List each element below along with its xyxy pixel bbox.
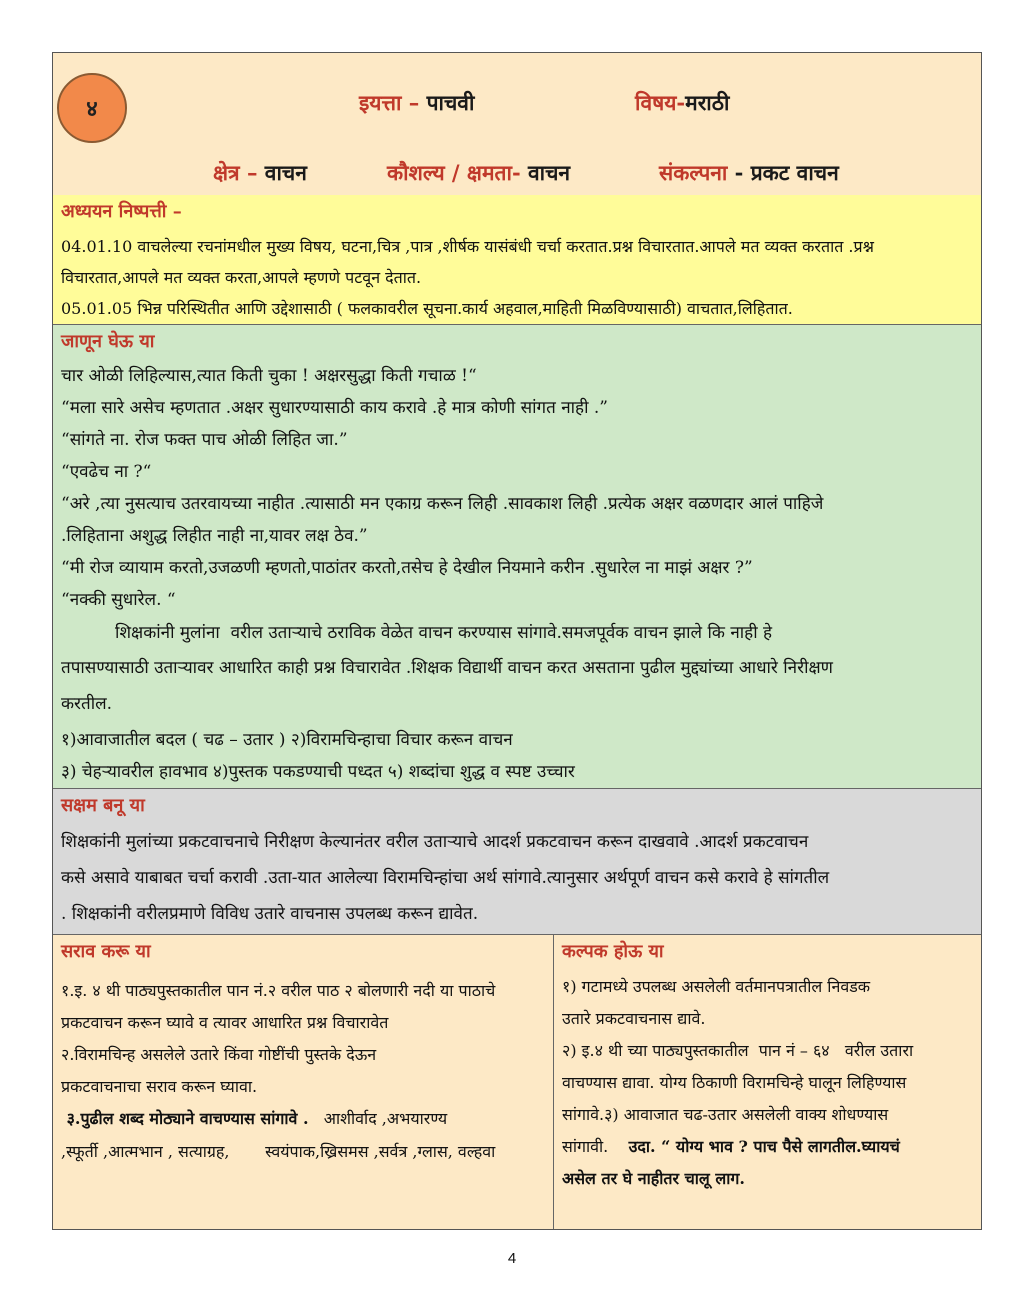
subject-label: विषय- <box>635 90 686 115</box>
capable-line: शिक्षकांनी मुलांच्या प्रकटवाचनाचे निरीक्षण केल्यानंतर वरील उताऱ्याचे आदर्श प्रकटवाचन करून दाखवावे .आदर्श प्रकटवाचन <box>61 832 809 852</box>
page-number: 4 <box>507 1250 517 1267</box>
imagine-example-bold-line: असेल तर घे नाहीतर चालू लाग. <box>562 1169 745 1188</box>
imagine-column <box>554 935 981 1229</box>
know-section <box>53 325 981 789</box>
area-heading <box>213 159 307 187</box>
practice-line: प्रकटवाचन करून घ्यावे व त्यावर आधारित प्रश्न विचारावेत <box>61 1013 389 1032</box>
outcome-line: विचारतात,आपले मत व्यक्त करता,आपले म्हणणे पटवून देतात. <box>61 268 422 287</box>
practice-line: २.विरामचिन्ह असलेले उतारे किंवा गोष्टींची पुस्तके देऊन <box>61 1045 377 1064</box>
grade-heading <box>359 89 474 117</box>
worksheet-header <box>53 53 981 196</box>
know-line: ३) चेहऱ्यावरील हावभाव ४)पुस्तक पकडण्याची पध्दत ५) शब्दांचा शुद्ध व स्पष्ट उच्चार <box>61 762 575 782</box>
capable-section <box>53 789 981 935</box>
grade-label: इयत्ता – <box>359 90 420 115</box>
know-line: “मला सारे असेच म्हणतात .अक्षर सुधारण्यासाठी काय करावे .हे मात्र कोणी सांगत नाही .” <box>61 398 608 418</box>
concept-heading <box>659 159 839 187</box>
practice-column <box>53 935 553 1229</box>
outcome-line: 04.01.10 वाचलेल्या रचनांमधील मुख्य विषय, घटना,चित्र ,पात्र ,शीर्षक यासंबंधी चर्चा करतात.प्रश्न विचारतात.आपले मत व्यक्त करतात .प्रश्न <box>61 237 874 256</box>
imagine-line: १) गटामध्ये उपलब्ध असलेली वर्तमानपत्रातील निवडक <box>562 977 871 996</box>
know-line: “मी रोज व्यायाम करतो,उजळणी म्हणतो,पाठांतर करतो,तसेच हे देखील नियमाने करीन .सुधारेल ना माझं अक्षर ?” <box>61 558 753 578</box>
subject-value: मराठी <box>685 90 730 115</box>
imagine-line: सांगावे.३) आवाजात चढ-उतार असलेली वाक्य शोधण्यास <box>562 1105 889 1124</box>
capable-line: कसे असावे याबाबत चर्चा करावी .उता-यात आलेल्या विरामचिन्हांचा अर्थ सांगावे.त्यानुसार अर्थपूर्ण वाचन कसे करावे हे सांगतील <box>61 868 830 888</box>
lesson-number-badge: ४ <box>57 73 127 143</box>
concept-label: संकल्पना <box>659 160 728 185</box>
learning-outcomes-title: अध्ययन निष्पत्ती – <box>61 201 182 222</box>
know-line: तपासण्यासाठी उताऱ्यावर आधारित काही प्रश्न विचारावेत .शिक्षक विद्यार्थी वाचन करत असताना पुढील मुद्द्यांच्या आधारे निरीक्षण <box>61 658 833 678</box>
know-line: शिक्षकांनी मुलांना वरील उताऱ्याचे ठराविक वेळेत वाचन करण्यास सांगावे.समजपूर्वक वाचन झाले कि नाही हे <box>61 623 773 643</box>
practice-line <box>61 1107 447 1129</box>
practice-line: ,स्फूर्ती ,आत्मभान , सत्याग्रह, स्वयंपाक,ख्रिसमस ,सर्वत्र ,ग्लास, वल्हवा <box>61 1142 496 1161</box>
outcome-line: 05.01.05 भिन्न परिस्थितीत आणि उद्देशासाठी ( फलकावरील सूचना.कार्य अहवाल,माहिती मिळविण्यासाठी) वाचतात,लिहितात. <box>61 299 793 318</box>
know-line: करतील. <box>61 694 113 714</box>
know-line: “एवढेच ना ?“ <box>61 462 152 482</box>
subject-heading <box>635 89 729 117</box>
imagine-title: कल्पक होऊ या <box>562 941 664 962</box>
know-line: चार ओळी लिहिल्यास,त्यात किती चुका ! अक्षरसुद्धा किती गचाळ !“ <box>61 366 477 386</box>
area-value: वाचन <box>264 160 307 185</box>
practice-title: सराव करू या <box>61 941 151 962</box>
skill-value: वाचन <box>527 160 571 185</box>
learning-outcomes-section <box>53 195 981 325</box>
practice-line: १.इ. ४ थी पाठ्यपुस्तकातील पान नं.२ वरील पाठ २ बोलणारी नदी या पाठाचे <box>61 981 496 1000</box>
concept-value: - प्रकट वाचन <box>734 160 839 185</box>
know-line: “सांगते ना. रोज फक्त पाच ओळी लिहित जा.” <box>61 430 348 450</box>
skill-heading <box>387 159 570 187</box>
know-line: “नक्की सुधारेल. “ <box>61 590 176 610</box>
capable-title: सक्षम बनू या <box>61 795 145 816</box>
imagine-line: वाचण्यास द्यावा. योग्य ठिकाणी विरामचिन्हे घालून लिहिण्यास <box>562 1073 907 1092</box>
activities-section <box>53 935 981 1229</box>
practice-instruction-bold: ३.पुढील शब्द मोठ्याने वाचण्यास सांगावे . <box>61 1109 309 1128</box>
know-line: .लिहिताना अशुद्ध लिहीत नाही ना,यावर लक्ष ठेव.” <box>61 526 368 546</box>
imagine-line: उतारे प्रकटवाचनास द्यावे. <box>562 1009 706 1028</box>
imagine-line <box>562 1135 900 1157</box>
imagine-example-bold: उदा. “ योग्य भाव ? पाच पैसे लागतील.घ्यायचं <box>628 1137 900 1156</box>
capable-line: . शिक्षकांनी वरीलप्रमाणे विविध उतारे वाचनास उपलब्ध करून द्यावेत. <box>61 904 479 924</box>
know-line: १)आवाजातील बदल ( चढ – उतार ) २)विरामचिन्हाचा विचार करून वाचन <box>61 730 513 750</box>
practice-line: प्रकटवाचनाचा सराव करून घ्यावा. <box>61 1077 258 1096</box>
worksheet-frame <box>52 52 982 1230</box>
area-label: क्षेत्र – <box>213 160 258 185</box>
grade-value: पाचवी <box>426 90 475 115</box>
skill-label: कौशल्य / क्षमता- <box>387 160 521 185</box>
imagine-line: २) इ.४ थी च्या पाठ्यपुस्तकातील पान नं – ६४ वरील उतारा <box>562 1041 914 1060</box>
know-title: जाणून घेऊ या <box>61 331 155 352</box>
practice-words: आशीर्वाद ,अभयारण्य <box>308 1109 448 1128</box>
imagine-plain-text: सांगावी. <box>562 1137 629 1156</box>
know-line: “अरे ,त्या नुसत्याच उतरवायच्या नाहीत .त्यासाठी मन एकाग्र करून लिही .सावकाश लिही .प्रत्येक अक्षर वळणदार आलं पाहिजे <box>61 494 824 514</box>
